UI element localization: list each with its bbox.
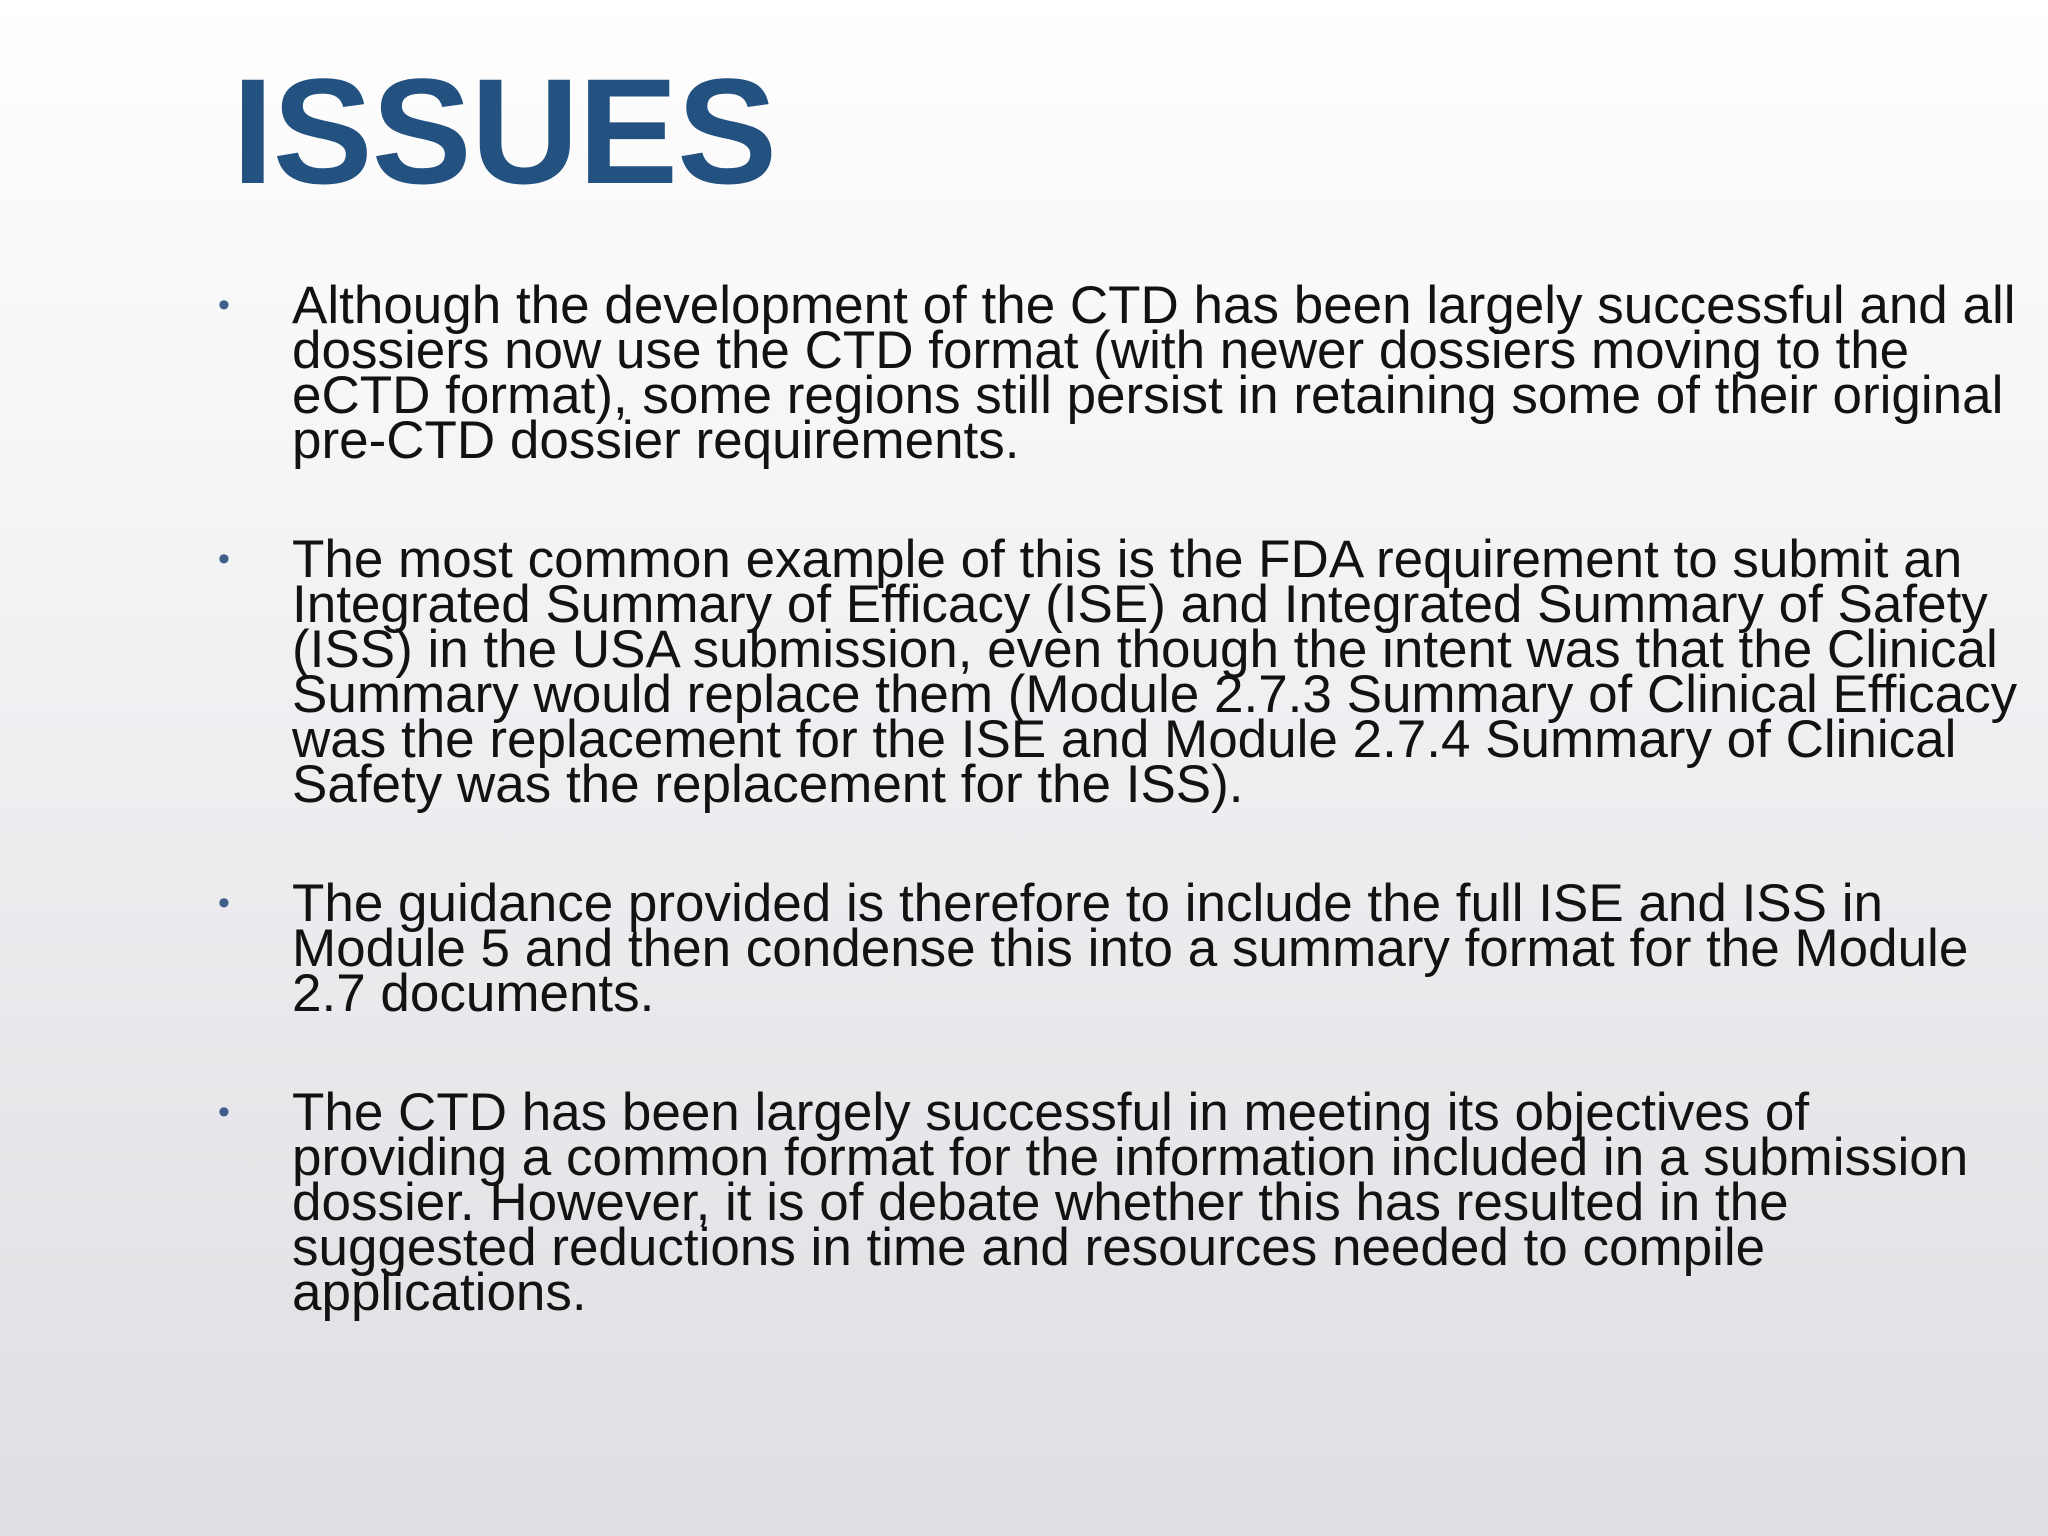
- bullet-item-4: [218, 1083, 2018, 1322]
- bullet-text: The most common example of this is the FDA requirement to submit an Integrated Summary of Efficacy (ISE) and Integrated Summary of Safety (ISS) in the USA submission, even though the intent was that the Clinical Summary would replace them (Module 2.7.3 Summary of Clinical Efficacy was the replacement for the ISE and Module 2.7.4 Summary of Clinical Safety was the replacement for the ISS).: [292, 530, 2018, 814]
- bullet-text: The guidance provided is therefore to include the full ISE and ISS in Module 5 and then condense this into a summary format for the Module 2.7 documents.: [292, 874, 1969, 1023]
- bullet-dot-icon: •: [218, 1093, 230, 1131]
- bullet-item-3: [218, 874, 2018, 1023]
- bullet-list: [218, 276, 2018, 1389]
- slide-title: ISSUES: [232, 47, 777, 215]
- bullet-item-2: [218, 530, 2018, 814]
- bullet-dot-icon: •: [218, 884, 230, 922]
- bullet-dot-icon: •: [218, 286, 230, 324]
- bullet-dot-icon: •: [218, 540, 230, 578]
- bullet-text: The CTD has been largely successful in meeting its objectives of providing a common format for the information included in a submission dossier. However, it is of debate whether this has resulted in the suggested reductions in time and resources needed to compile applications.: [292, 1083, 1969, 1322]
- bullet-item-1: [218, 276, 2018, 470]
- bullet-text: Although the development of the CTD has been largely successful and all dossiers now use the CTD format (with newer dossiers moving to the eCTD format), some regions still persist in retaining some of their original pre-CTD dossier requirements.: [292, 276, 2016, 470]
